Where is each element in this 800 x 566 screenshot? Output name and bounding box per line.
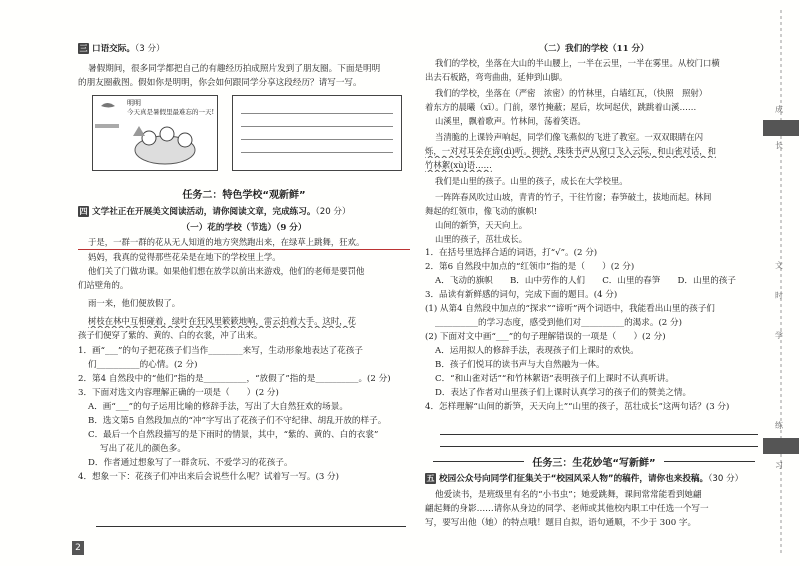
article-1-line: 们站壁角的。 — [78, 280, 129, 290]
task-3-title: 任务三：生花妙笔“写新鲜” — [532, 457, 656, 469]
r-question-3-2-option-d[interactable]: D．表达了作者对山里孩子们上课时认真学习的孩子们的赞美之情。 — [435, 388, 692, 398]
r-question-2-options[interactable]: A．飞动的旗帜 B．山中劳作的人们 C．山里的春笋 D．山里的孩子 — [435, 276, 736, 286]
side-decoration — [770, 10, 792, 556]
section-3-prompt-2: 的朋友圈截图。假如你是明明，你会如何跟同学分享这段经历？请写一写。 — [78, 78, 362, 88]
article-1-line: 树枝在林中互相碰着，绿叶在狂风里簌簌地响，雷云拍着大手。这时，花 — [88, 316, 356, 326]
answer-line[interactable] — [440, 434, 758, 435]
question-3-option-b[interactable]: B．选文第5 自然段加点的“冲”字写出了花孩子们不守纪律、胡乱开放的样子。 — [88, 416, 387, 426]
r-question-3: 3．品读有新鲜感的词句，完成下面的题目。(4 分) — [425, 290, 618, 300]
article-2-line: 山里的孩子，茁壮成长。 — [435, 234, 528, 244]
page-number: 2 — [72, 541, 84, 555]
article-2-line: 竹林絮(xù)语…… — [425, 160, 492, 170]
tree-icon — [133, 126, 145, 136]
question-4: 4．想象一下：花孩子们冲出来后会说些什么呢？试着写一写。(3 分) — [78, 472, 339, 482]
article-1-line: 雨一来，他们便放假了。 — [88, 298, 181, 308]
article-2-line: 着东方的晨曦（xī）。门前，翠竹掩蔽；屋后，坎坷起伏，跳跳着山溪…… — [425, 102, 697, 112]
article-2-line: 舞起的红领巾，像飞动的旗帜! — [425, 206, 538, 216]
side-label: 学 — [775, 331, 783, 340]
section-5-prompt: 他爱读书，是班级里有名的“小书虫”；她爱跳舞，课间常常能看到她翩 — [435, 490, 702, 500]
section-3-badge: 三 — [79, 44, 88, 53]
r-question-3-2: (2) 下面对文中画“___”的句子理解错误的一项是（ ）(2 分) — [425, 332, 666, 342]
question-3-option-a[interactable]: A．画“___”的句子运用比喻的修辞手法，写出了大自然狂欢的场景。 — [88, 402, 348, 412]
wechat-post-text: 今天真是暑假里最难忘的一天! — [127, 108, 215, 116]
article-1-line: 他们关了门做功课。如果他们想在放学以前出来游戏，他们的老师是要罚他 — [88, 266, 365, 276]
left-column — [78, 42, 410, 90]
question-3: 3．下面对选文内容理解正确的一项是（ ）(2 分) — [78, 388, 279, 398]
r-question-3-2-option-c[interactable]: C．“和山雀对话”“和竹林絮语”表明孩子们上课时不认真听讲。 — [435, 374, 674, 384]
r-question-3-2-option-b[interactable]: B．孩子们悦耳的读书声与大自然融为一体。 — [435, 360, 605, 370]
article-2-title: （二）我们的学校（11 分） — [539, 44, 649, 54]
right-column — [425, 42, 763, 414]
task-3-heading — [425, 452, 763, 470]
bird-icon — [101, 103, 115, 108]
wechat-username: 明明 — [127, 99, 141, 107]
r-question-2: 2．第6 自然段中加点的“红领巾”指的是（ ）(2 分) — [425, 262, 635, 272]
section-4-title: 文学社正在开展美文阅读活动，请你阅读文章，完成练习。 — [92, 207, 316, 217]
article-2-line: 山溪里，飘着歌声。竹林间，荡着笑语。 — [435, 116, 586, 126]
side-label: 时 — [775, 291, 783, 300]
section-4-score: （20 分） — [315, 207, 351, 217]
question-3-option-d[interactable]: D．作者通过想象写了一群贪玩、不爱学习的花孩子。 — [88, 458, 293, 468]
article-1-line: 孩子们便穿了紫的、黄的、白的衣裳，冲了出来。 — [78, 330, 263, 340]
side-line-art — [770, 10, 792, 556]
section-5-prompt: 翩起舞的身影……请你从身边的同学、老师或其他校内职工中任选一个写一 — [425, 504, 709, 514]
section-5-prompt: 写，要写出他（她）的特点哦！题目自拟，语句通顺，不少于 300 字。 — [425, 518, 697, 528]
r-question-1: 1．在括号里选择合适的词语，打“√”。(2 分) — [425, 248, 598, 258]
article-2-line: 我们是山里的孩子。山里的孩子，成长在大学校里。 — [435, 176, 628, 186]
child-figure-icon — [160, 127, 174, 141]
r-question-3-1b: __________的学习态度，感受到他们对__________的渴求。(2 分) — [435, 318, 682, 328]
answer-line[interactable] — [241, 140, 393, 153]
side-label: 成 — [775, 105, 783, 114]
article-1-line: 于是，一群一群的花从无人知道的地方突然跑出来，在绿草上跳舞，狂欢。 — [78, 235, 410, 250]
task-2-heading: 任务二：特色学校“观新鲜” — [182, 190, 306, 201]
side-label: 长 — [775, 141, 783, 150]
question-1-part-b: 们__________的心情。(2 分) — [88, 360, 198, 370]
section-4-badge: 四 — [79, 207, 88, 216]
section-5-badge: 五 — [426, 474, 435, 483]
child-figure-icon — [142, 131, 156, 145]
article-2-line: 山间的新笋，天天向上。 — [435, 220, 528, 230]
answer-line[interactable] — [241, 114, 393, 127]
question-1-part-a: 1．画“___”的句子把花孩子们当作________来写，生动形象地表达了花孩子 — [78, 346, 363, 356]
r-question-3-1a: (1) 从第4 自然段中加点的“探求”“谛听”两个词语中，我能看出山里的孩子们 — [425, 304, 715, 314]
side-label: 练 — [775, 421, 783, 430]
section-3-title: 口语交际。 — [92, 44, 135, 54]
side-tab — [763, 438, 799, 454]
wechat-moment-screenshot — [92, 95, 218, 171]
section-5-heading — [425, 472, 763, 486]
answer-line[interactable] — [96, 526, 406, 527]
question-3-option-c-cont: 写出了花儿的颜色多。 — [100, 444, 186, 454]
right-column-lower — [425, 452, 763, 530]
article-2-line: 出去石板路，弯弯曲曲，延伸到山脚。 — [425, 72, 568, 82]
section-3-score: （3 分） — [134, 44, 165, 54]
section-4-heading — [78, 205, 410, 219]
section-5-title: 校园公众号向同学们征集关于“校园风采人物”的稿件，请你也来投稿。 — [439, 474, 709, 484]
answer-lines-box[interactable] — [232, 95, 402, 171]
r-question-4: 4．怎样理解“山间的新笋，天天向上”“山里的孩子，茁壮成长”这两句话？(3 分) — [425, 402, 730, 412]
article-2-line: 烁，一对对耳朵在谛(dì)听。拥挤，珠珠书声从窗口飞入云际，和山雀对话，和 — [425, 146, 716, 156]
answer-line[interactable] — [241, 101, 393, 114]
child-figure-icon — [178, 133, 192, 147]
section-3-heading — [78, 42, 410, 56]
side-tab — [763, 120, 799, 136]
left-column-lower — [78, 182, 410, 484]
decorative-bar — [95, 124, 119, 128]
article-2-line: 一阵阵春风吹过山坡，青青的竹子，干往竹窗；春笋破土，拔地而起。林间 — [435, 192, 712, 202]
answer-line[interactable] — [241, 127, 393, 140]
answer-line[interactable] — [440, 446, 758, 447]
section-3-prompt-1: 暑假期间，很多同学都把自己的有趣经历拍成照片发到了朋友圈。下面是明明 — [88, 64, 381, 74]
article-2-line: 我们的学校，坐落在（严密 浓密）的竹林里，白墙红瓦，（快照 照射） — [435, 88, 708, 98]
article-1-line: 妈妈，我真的觉得那些花朵是在地下的学校里上学。 — [88, 252, 281, 262]
article-2-line: 当清脆的上课铃声响起，同学们像飞燕似的飞进了教室。一双双眼睛在闪 — [435, 132, 703, 142]
side-label: 文 — [775, 261, 783, 270]
side-label: 习 — [775, 461, 783, 470]
section-5-score: （30 分） — [708, 474, 744, 484]
question-2: 2．第4 自然段中的“他们”指的是__________，“放假了”指的是__________。(2 分) — [78, 374, 391, 384]
question-3-option-c[interactable]: C．最后一个自然段描写的是下雨时的情景，其中，“紫的、黄的、白的衣裳” — [88, 430, 379, 440]
r-question-3-2-option-a[interactable]: A．运用拟人的修辞手法，表现孩子们上课时的欢快。 — [435, 346, 639, 356]
article-2-line: 我们的学校，坐落在大山的半山腰上，一半在云里，一半在雾里。从校门口横 — [435, 58, 720, 68]
article-1-title: （一）花的学校（节选）（9 分） — [181, 223, 307, 233]
